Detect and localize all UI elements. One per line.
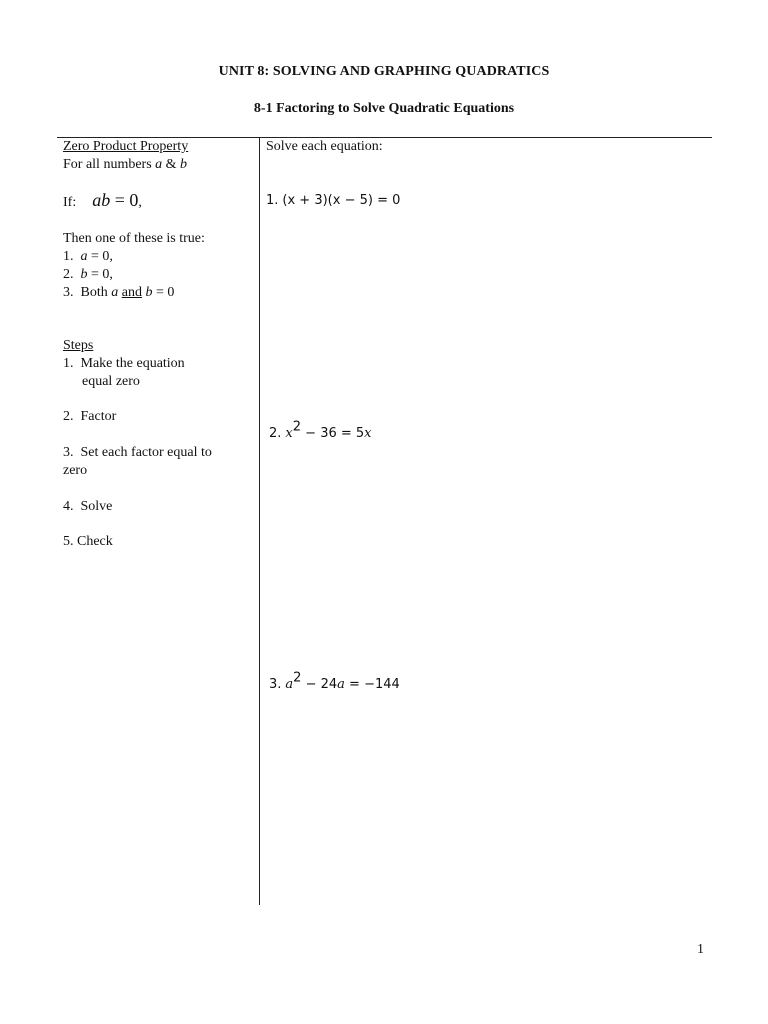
problem-3: 3. $a^2 - 24a = -144$ [269, 670, 400, 692]
if-statement: If: ab = 0, [63, 190, 142, 210]
worksheet-title: UNIT 8: SOLVING AND GRAPHING QUADRATICS [218, 64, 550, 79]
problem-1-equation: (x + 3)(x − 5) = 0 [282, 193, 401, 208]
steps-heading: Steps [63, 338, 94, 353]
solve-instruction: Solve each equation: [266, 139, 383, 154]
case-2: 2. b = 0, [63, 267, 113, 282]
step-2: 2. Factor [63, 409, 117, 424]
if-expression-ab: ab [92, 190, 111, 210]
for-all-numbers-line: For all numbers a & b [63, 157, 188, 172]
case-3: 3. Both a and b = 0 [63, 285, 175, 300]
step-5: 5. Check [63, 534, 113, 549]
column-divider [259, 137, 260, 905]
step-3-cont: zero [63, 463, 88, 478]
case-1: 1. a = 0, [63, 249, 113, 264]
problem-1: 1. (x + 3)(x − 5) = 0 [266, 193, 401, 208]
page-number: 1 [697, 942, 704, 957]
step-4: 4. Solve [63, 499, 113, 514]
zero-product-heading: Zero Product Property [63, 139, 189, 154]
step-1: 1. Make the equation [63, 356, 185, 371]
step-3: 3. Set each factor equal to [63, 445, 212, 460]
then-text: Then one of these is true: [63, 231, 205, 246]
worksheet-subtitle: 8-1 Factoring to Solve Quadratic Equations [253, 101, 515, 116]
step-1-cont: equal zero [82, 374, 140, 389]
problem-2: 2. $x^2 - 36 = 5x$ [269, 419, 372, 441]
